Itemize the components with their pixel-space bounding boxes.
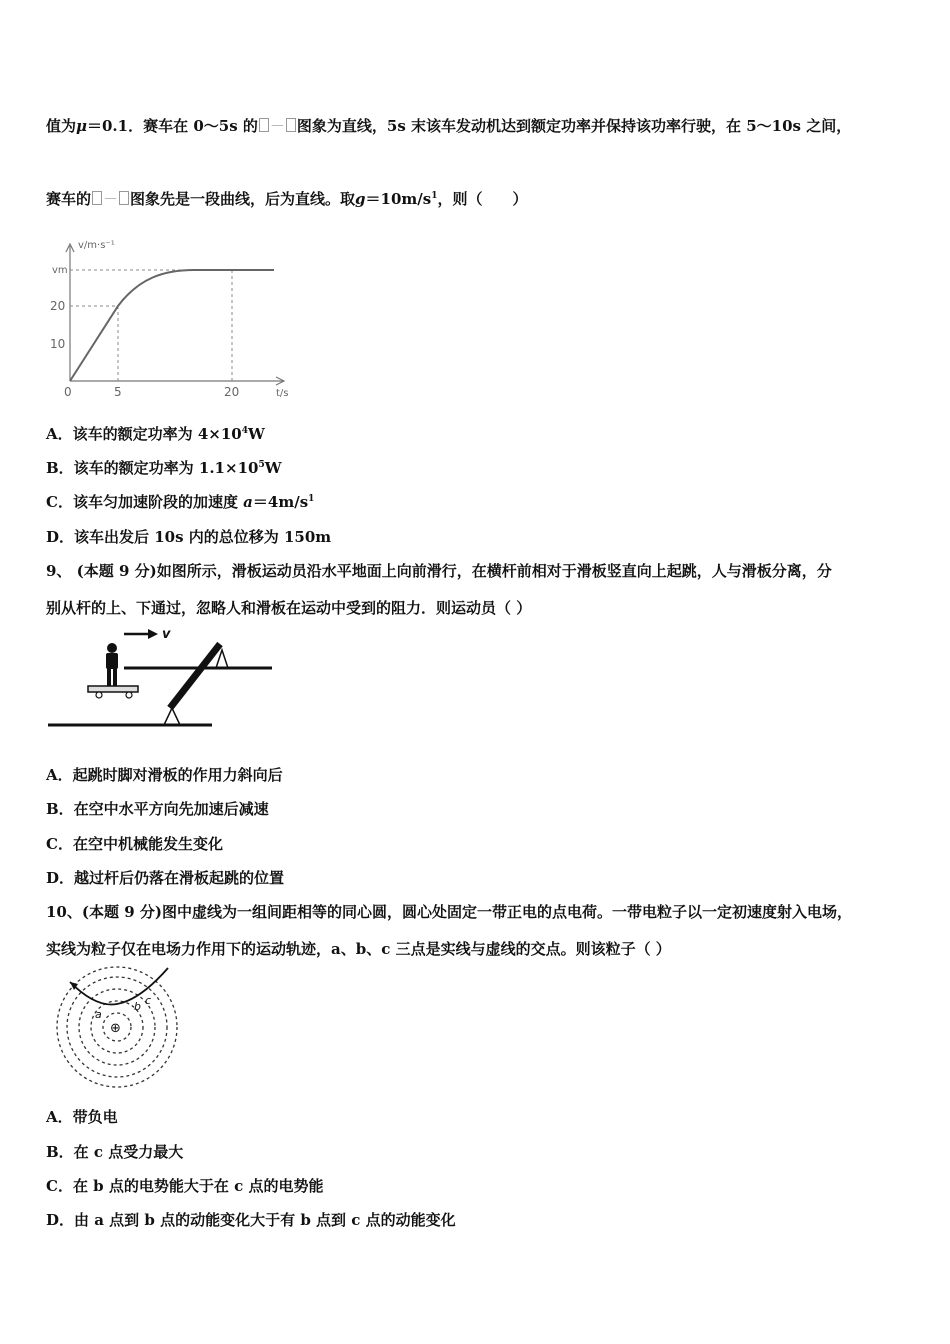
- q10-stem-line-1: 10、(本题 9 分)图中虚线为一组间距相等的同心圆，圆心处固定一带正电的点电荷。一带电粒子以一定初速度射入电场，: [46, 903, 852, 921]
- q9-option-b[interactable]: B．在空中水平方向先加速后减速: [46, 800, 269, 818]
- velocity-label: v: [162, 627, 171, 642]
- wheel-icon: [96, 692, 102, 698]
- missing-glyph-icon: [259, 118, 269, 132]
- q8-stem-line-2: 赛车的 － 图象先是一段曲线，后为直线。取$g=10m/s^1$，则（ ）: [46, 190, 528, 208]
- q9-stem-line-2: 别从杆的上、下通过，忽略人和滑板在运动中受到的阻力．则运动员（ ）: [46, 599, 532, 617]
- q9-option-d[interactable]: D．越过杆后仍落在滑板起跳的位置: [46, 869, 285, 887]
- q8-option-d[interactable]: D．该车出发后 10s 内的总位移为 150m: [46, 528, 332, 546]
- upper-support-icon: [216, 650, 228, 668]
- x-tick-5: 5: [114, 385, 122, 399]
- point-b-label: b: [134, 1000, 141, 1013]
- q8-stem-line-1: 值为μ＝0.1．赛车在 0～5s 的 － 图象为直线，5s 末该车发动机达到额定功率并保持该功率行驶，在 5～10s 之间，: [46, 117, 852, 135]
- skater-person-icon: [106, 643, 118, 686]
- missing-glyph-icon: [286, 118, 296, 132]
- velocity-curve: [70, 270, 274, 381]
- q10-option-a[interactable]: A．带负电: [46, 1108, 118, 1126]
- y-axis-label: v/m·s⁻¹: [78, 240, 115, 251]
- y-tick-20: 20: [50, 299, 66, 313]
- x-tick-0: 0: [64, 385, 72, 399]
- q8-option-a[interactable]: A．该车的额定功率为 $4\times 10^4W$: [46, 425, 265, 443]
- skateboard: [88, 686, 138, 692]
- q10-option-c[interactable]: C．在 b 点的电势能大于在 c 点的电势能: [46, 1177, 324, 1195]
- particle-trajectory: [70, 968, 168, 1005]
- point-c-label: c: [145, 994, 152, 1007]
- skateboard-figure: [44, 624, 280, 734]
- q9-option-c[interactable]: C．在空中机械能发生变化: [46, 835, 223, 853]
- q8-option-b[interactable]: B．该车的额定功率为 $1.1\times 10^5W$: [46, 459, 282, 477]
- diagonal-support: [170, 644, 220, 708]
- q10-option-d[interactable]: D．由 a 点到 b 点的动能变化大于有 b 点到 c 点的动能变化: [46, 1211, 456, 1229]
- concentric-circles-figure: [56, 966, 192, 1092]
- q10-stem-line-2: 实线为粒子仅在电场力作用下的运动轨迹，a、b、c 三点是实线与虚线的交点。则该粒子（ ）: [46, 940, 671, 958]
- q8-option-c[interactable]: C．该车匀加速阶段的加速度 $a=4m/s^1$: [46, 493, 315, 511]
- point-a-label: a: [95, 1008, 102, 1021]
- missing-glyph-icon: [92, 191, 102, 205]
- x-tick-20: 20: [224, 385, 240, 399]
- vm-label: vm: [52, 265, 68, 276]
- x-axis-label: t/s: [276, 388, 289, 399]
- velocity-arrowhead-icon: [148, 629, 158, 639]
- q9-option-a[interactable]: A．起跳时脚对滑板的作用力斜向后: [46, 766, 283, 784]
- positive-charge-icon: ⊕: [110, 1021, 121, 1036]
- q9-stem-line-1: 9、 (本题 9 分)如图所示，滑板运动员沿水平地面上向前滑行，在横杆前相对于滑板竖直向上起跳，人与滑板分离，分: [46, 562, 832, 580]
- lower-support-icon: [164, 708, 180, 725]
- wheel-icon: [126, 692, 132, 698]
- q10-option-b[interactable]: B．在 c 点受力最大: [46, 1143, 184, 1161]
- y-tick-10: 10: [50, 337, 66, 351]
- missing-glyph-icon: [119, 191, 129, 205]
- vt-graph: [44, 236, 294, 406]
